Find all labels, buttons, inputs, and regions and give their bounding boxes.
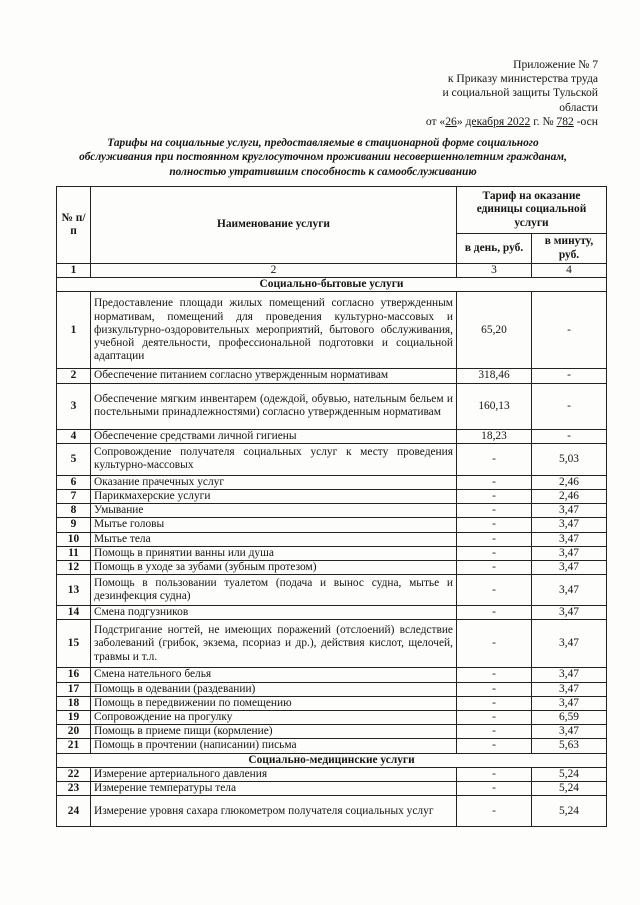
row-number: 11 bbox=[57, 546, 91, 560]
service-name: Помощь в прочтении (написании) письма bbox=[91, 739, 457, 753]
row-number: 15 bbox=[57, 620, 91, 668]
row-number: 18 bbox=[57, 696, 91, 710]
row-number: 3 bbox=[57, 383, 91, 429]
service-name: Обеспечение средствами личной гигиены bbox=[91, 429, 457, 443]
price-per-minute: - bbox=[532, 383, 607, 429]
row-number: 2 bbox=[57, 369, 91, 383]
row-number: 10 bbox=[57, 532, 91, 546]
price-per-day: - bbox=[457, 561, 532, 575]
header-number: № п/п bbox=[57, 187, 91, 264]
price-per-minute: 3,47 bbox=[532, 575, 607, 606]
row-number: 9 bbox=[57, 518, 91, 532]
price-per-day: - bbox=[457, 696, 532, 710]
table-row bbox=[57, 546, 607, 560]
region-line: области bbox=[559, 100, 598, 114]
appendix-label: Приложение № 7 bbox=[513, 58, 598, 71]
service-name: Подстригание ногтей, не имеющих поражений (отслоений) вследствие заболеваний (грибок, экзема, псориаз и др.), действия кислот, щелочей, травмы и т.л. bbox=[91, 620, 457, 668]
price-per-day: - bbox=[457, 443, 532, 475]
document-header bbox=[426, 58, 598, 129]
table-row bbox=[57, 292, 607, 369]
service-name: Измерение температуры тела bbox=[91, 782, 457, 796]
service-name: Помощь в пользовании туалетом (подача и вынос судна, мытье и дезинфекция судна) bbox=[91, 575, 457, 606]
row-number: 22 bbox=[57, 767, 91, 781]
ministry-line: и социальной защиты Тульской bbox=[442, 86, 598, 100]
document-title: Тарифы на социальные услуги, предоставляемые в стационарной форме социального обслуживания при постоянном круглосуточном проживании несовершеннолетним гражданам, полностью утратившим способность к самообслуживанию bbox=[79, 137, 567, 178]
service-name: Умывание bbox=[91, 504, 457, 518]
price-per-day: - bbox=[457, 475, 532, 489]
service-name: Мытье головы bbox=[91, 518, 457, 532]
service-name: Парикмахерские услуги bbox=[91, 490, 457, 504]
price-per-minute: 5,24 bbox=[532, 796, 607, 827]
header-per-day: в день, руб. bbox=[457, 234, 532, 264]
service-name: Мытье тела bbox=[91, 532, 457, 546]
column-number: 4 bbox=[532, 264, 607, 278]
price-per-day: - bbox=[457, 668, 532, 682]
table-row bbox=[57, 739, 607, 753]
table-row bbox=[57, 575, 607, 606]
table-row bbox=[57, 561, 607, 575]
service-name: Помощь в уходе за зубами (зубным протезом) bbox=[91, 561, 457, 575]
service-name: Предоставление площади жилых помещений согласно утвержденным нормативам, помещений для проведения культурно-массовых и физкультурно-оздоровительных мероприятий, бытового обслуживания, учебной деятельности, профессиональной подготовки и социальной адаптации bbox=[91, 292, 457, 369]
price-per-minute: 3,47 bbox=[532, 546, 607, 560]
table-row bbox=[57, 696, 607, 710]
price-per-minute: 3,47 bbox=[532, 561, 607, 575]
price-per-day: - bbox=[457, 711, 532, 725]
service-name: Помощь в приеме пищи (кормление) bbox=[91, 725, 457, 739]
price-per-day: - bbox=[457, 504, 532, 518]
row-number: 7 bbox=[57, 490, 91, 504]
price-per-minute: 5,24 bbox=[532, 767, 607, 781]
service-name: Смена подгузников bbox=[91, 606, 457, 620]
price-per-day: - bbox=[457, 532, 532, 546]
column-number-row bbox=[57, 264, 607, 278]
price-per-minute: 3,47 bbox=[532, 668, 607, 682]
price-per-minute: 5,63 bbox=[532, 739, 607, 753]
table-row bbox=[57, 475, 607, 489]
table-row bbox=[57, 668, 607, 682]
tariff-table bbox=[56, 186, 607, 827]
row-number: 12 bbox=[57, 561, 91, 575]
column-number: 3 bbox=[457, 264, 532, 278]
section-title: Социально-бытовые услуги bbox=[57, 278, 607, 292]
table-row bbox=[57, 369, 607, 383]
order-date-line: от «26» декабря 2022 г. № 782 -осн bbox=[425, 114, 598, 128]
row-number: 8 bbox=[57, 504, 91, 518]
price-per-day: 160,13 bbox=[457, 383, 532, 429]
service-name: Смена нательного белья bbox=[91, 668, 457, 682]
row-number: 20 bbox=[57, 725, 91, 739]
price-per-day: - bbox=[457, 725, 532, 739]
section-header-row bbox=[57, 753, 607, 767]
order-day: 26 bbox=[445, 114, 457, 128]
price-per-minute: 3,47 bbox=[532, 696, 607, 710]
service-name: Измерение артериального давления bbox=[91, 767, 457, 781]
table-row bbox=[57, 606, 607, 620]
price-per-minute: 2,46 bbox=[532, 490, 607, 504]
section-header-row bbox=[57, 278, 607, 292]
price-per-minute: - bbox=[532, 429, 607, 443]
price-per-day: - bbox=[457, 682, 532, 696]
service-name: Сопровождение на прогулку bbox=[91, 711, 457, 725]
price-per-minute: 3,47 bbox=[532, 682, 607, 696]
row-number: 24 bbox=[57, 796, 91, 827]
price-per-day: - bbox=[457, 782, 532, 796]
table-body bbox=[57, 264, 607, 827]
price-per-minute: 6,59 bbox=[532, 711, 607, 725]
price-per-day: - bbox=[457, 606, 532, 620]
table-row bbox=[57, 682, 607, 696]
price-per-day: - bbox=[457, 620, 532, 668]
price-per-day: - bbox=[457, 546, 532, 560]
table-row bbox=[57, 620, 607, 668]
price-per-minute: 3,47 bbox=[532, 532, 607, 546]
order-reference-line: к Приказу министерства труда bbox=[447, 72, 598, 86]
row-number: 23 bbox=[57, 782, 91, 796]
price-per-minute: 3,47 bbox=[532, 620, 607, 668]
row-number: 4 bbox=[57, 429, 91, 443]
service-name: Обеспечение питанием согласно утвержденным нормативам bbox=[91, 369, 457, 383]
price-per-day: 318,46 bbox=[457, 369, 532, 383]
price-per-minute: 5,03 bbox=[532, 443, 607, 475]
table-row bbox=[57, 518, 607, 532]
service-name: Оказание прачечных услуг bbox=[91, 475, 457, 489]
column-number: 2 bbox=[91, 264, 457, 278]
service-name: Измерение уровня сахара глюкометром получателя социальных услуг bbox=[91, 796, 457, 827]
table-row bbox=[57, 504, 607, 518]
service-name: Сопровождение получателя социальных услуг к месту проведения культурно-массовых bbox=[91, 443, 457, 475]
table-row bbox=[57, 443, 607, 475]
row-number: 19 bbox=[57, 711, 91, 725]
price-per-minute: - bbox=[532, 292, 607, 369]
price-per-day: - bbox=[457, 739, 532, 753]
row-number: 1 bbox=[57, 292, 91, 369]
service-name: Помощь в принятии ванны или душа bbox=[91, 546, 457, 560]
price-per-day: - bbox=[457, 518, 532, 532]
table-row bbox=[57, 532, 607, 546]
column-number: 1 bbox=[57, 264, 91, 278]
price-per-minute: 5,24 bbox=[532, 782, 607, 796]
table-row bbox=[57, 711, 607, 725]
section-title: Социально-медицинские услуги bbox=[57, 753, 607, 767]
price-per-day: 65,20 bbox=[457, 292, 532, 369]
table-row bbox=[57, 796, 607, 827]
order-month-year: декабря 2022 bbox=[465, 114, 531, 128]
row-number: 17 bbox=[57, 682, 91, 696]
table-row bbox=[57, 429, 607, 443]
price-per-day: - bbox=[457, 575, 532, 606]
price-per-minute: 3,47 bbox=[532, 606, 607, 620]
price-per-minute: 3,47 bbox=[532, 504, 607, 518]
price-per-minute: 2,46 bbox=[532, 475, 607, 489]
price-per-day: 18,23 bbox=[457, 429, 532, 443]
table-row bbox=[57, 767, 607, 781]
table-row bbox=[57, 725, 607, 739]
table-row bbox=[57, 782, 607, 796]
table-row bbox=[57, 490, 607, 504]
row-number: 13 bbox=[57, 575, 91, 606]
header-service-name: Наименование услуги bbox=[91, 187, 457, 264]
table-row bbox=[57, 383, 607, 429]
row-number: 6 bbox=[57, 475, 91, 489]
price-per-day: - bbox=[457, 767, 532, 781]
header-tariff: Тариф на оказание единицы социальной услуги bbox=[457, 187, 607, 234]
row-number: 16 bbox=[57, 668, 91, 682]
row-number: 14 bbox=[57, 606, 91, 620]
service-name: Помощь в передвижении по помещению bbox=[91, 696, 457, 710]
order-number: 782 bbox=[556, 114, 574, 128]
row-number: 21 bbox=[57, 739, 91, 753]
row-number: 5 bbox=[57, 443, 91, 475]
service-name: Обеспечение мягким инвентарем (одеждой, обувью, нательным бельем и постельными принадлежностями) согласно утвержденным нормативам bbox=[91, 383, 457, 429]
price-per-minute: 3,47 bbox=[532, 518, 607, 532]
price-per-day: - bbox=[457, 490, 532, 504]
price-per-minute: - bbox=[532, 369, 607, 383]
service-name: Помощь в одевании (раздевании) bbox=[91, 682, 457, 696]
price-per-minute: 3,47 bbox=[532, 725, 607, 739]
header-per-minute: в минуту, руб. bbox=[532, 234, 607, 264]
price-per-day: - bbox=[457, 796, 532, 827]
